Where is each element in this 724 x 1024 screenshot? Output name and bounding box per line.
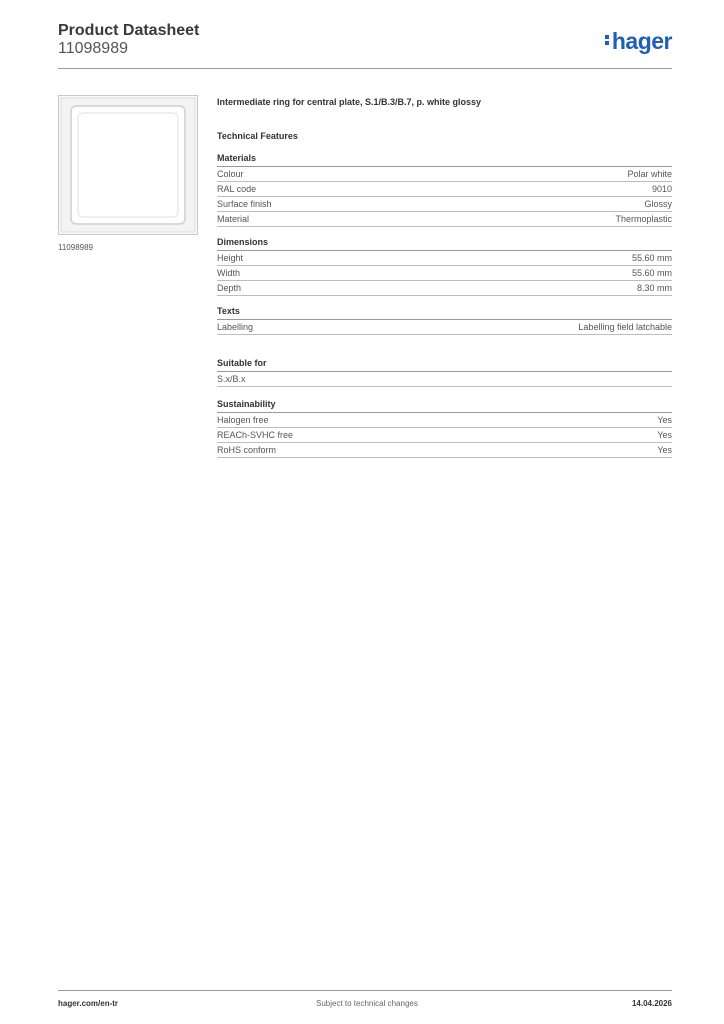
- product-details: [217, 95, 672, 458]
- spec-label: Halogen free: [217, 415, 269, 425]
- spec-label: RoHS conform: [217, 445, 277, 455]
- spec-value: 9010: [651, 184, 672, 194]
- header-divider: [58, 68, 672, 69]
- texts-section: [217, 305, 672, 335]
- spec-label: Depth: [217, 283, 242, 293]
- technical-features-heading: Technical Features: [217, 131, 298, 141]
- hager-logo: [605, 28, 672, 54]
- spec-row: [217, 372, 672, 387]
- spec-value: Yes: [657, 415, 672, 425]
- logo-colon-icon: [605, 33, 610, 47]
- spec-row: [217, 197, 672, 212]
- logo-text: hager: [611, 28, 672, 54]
- footer-notice: Subject to technical changes: [316, 999, 418, 1008]
- section-title: Dimensions: [217, 236, 672, 251]
- page-header: [58, 22, 672, 58]
- intermediate-ring-icon: [59, 96, 197, 234]
- spec-label: Colour: [217, 169, 244, 179]
- spec-value: Thermoplastic: [615, 214, 672, 224]
- spec-value: Labelling field latchable: [578, 322, 672, 332]
- dimensions-section: [217, 236, 672, 296]
- spec-row: [217, 266, 672, 281]
- section-title: Sustainability: [217, 398, 672, 413]
- spec-label: Surface finish: [217, 199, 272, 209]
- spec-row: [217, 167, 672, 182]
- spec-label: Height: [217, 253, 244, 263]
- sustainability-section: [217, 398, 672, 458]
- spec-row: [217, 182, 672, 197]
- materials-section: [217, 152, 672, 227]
- section-title: Materials: [217, 152, 672, 167]
- spec-value: Polar white: [627, 169, 672, 179]
- spec-row: [217, 428, 672, 443]
- spec-value: Glossy: [644, 199, 672, 209]
- spec-label: S.x/B.x: [217, 374, 246, 384]
- page-footer: [58, 990, 672, 1017]
- spec-value: 55.60 mm: [631, 253, 672, 263]
- spec-row: [217, 413, 672, 428]
- spec-label: REACh-SVHC free: [217, 430, 294, 440]
- footer-date: 14.04.2026: [631, 999, 672, 1008]
- spec-row: [217, 281, 672, 296]
- spec-value: 8.30 mm: [636, 283, 672, 293]
- image-caption: 11098989: [58, 243, 93, 252]
- spec-row: [217, 320, 672, 335]
- spec-label: Width: [217, 268, 241, 278]
- spec-value: Yes: [657, 430, 672, 440]
- page-title: Product Datasheet: [58, 22, 200, 39]
- product-image: [58, 95, 198, 235]
- spec-row: [217, 251, 672, 266]
- spec-label: RAL code: [217, 184, 257, 194]
- spec-label: Labelling: [217, 322, 254, 332]
- product-description: Intermediate ring for central plate, S.1/B.3/B.7, p. white glossy: [217, 97, 482, 107]
- spec-row: [217, 443, 672, 458]
- footer-website-link[interactable]: hager.com/en-tr: [58, 999, 119, 1008]
- suitable-for-section: [217, 357, 672, 387]
- spec-label: Material: [217, 214, 250, 224]
- section-title: Texts: [217, 305, 672, 320]
- spec-value: 55.60 mm: [631, 268, 672, 278]
- spec-value: Yes: [657, 445, 672, 455]
- product-number: 11098989: [58, 40, 128, 57]
- spec-row: [217, 212, 672, 227]
- section-title: Suitable for: [217, 357, 672, 372]
